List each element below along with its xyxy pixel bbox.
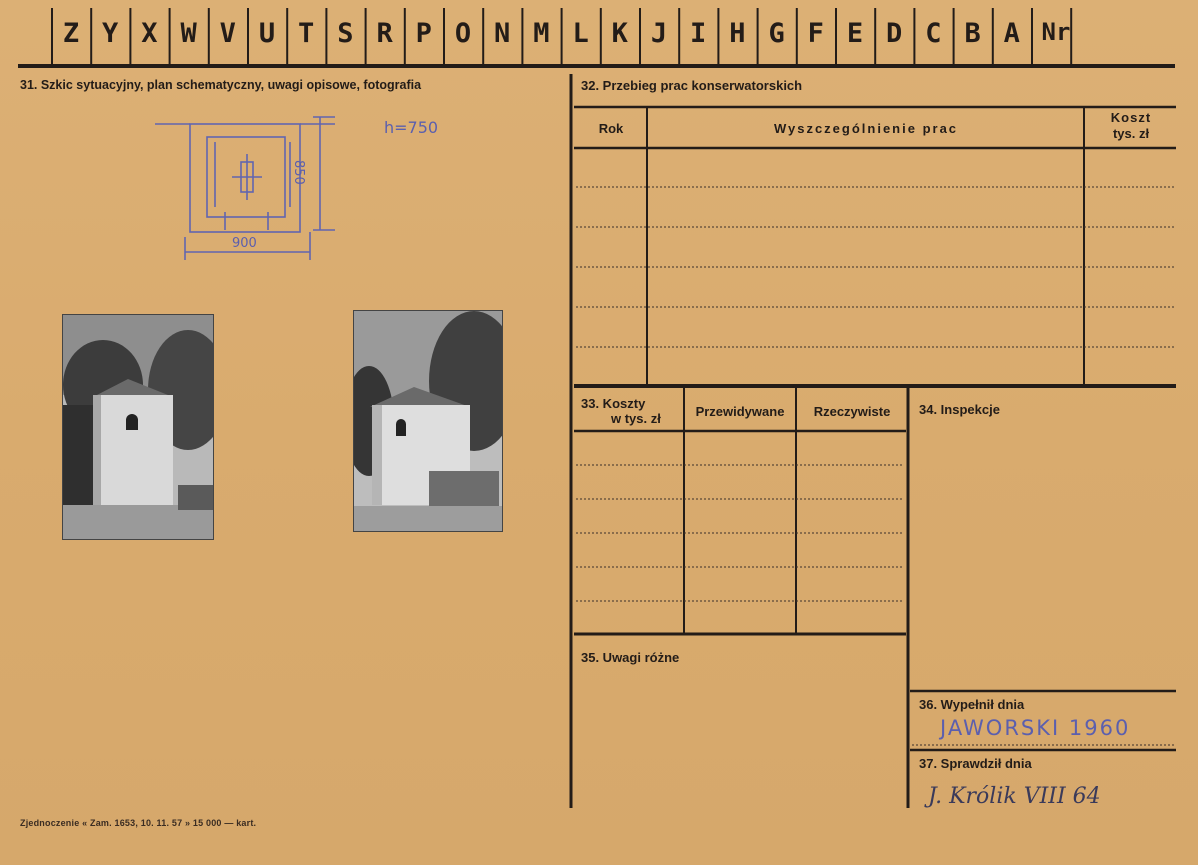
height-note: h=750	[384, 118, 439, 137]
section32-title: 32. Przebieg prac konserwatorskich	[581, 78, 803, 93]
col-koszt-2: tys. zł	[1112, 126, 1150, 141]
header-letter: U	[258, 18, 276, 49]
header-letter: H	[729, 18, 746, 49]
section33-title-1: 33. Koszty	[581, 396, 646, 411]
section35-title: 35. Uwagi różne	[581, 650, 680, 665]
header-letter: Y	[102, 18, 119, 49]
header-letter: E	[846, 18, 864, 49]
section36-title: 36. Wypełnił dnia	[919, 697, 1025, 712]
section31-title: 31. Szkic sytuacyjny, plan schematyczny, uwagi opisowe, fotografia	[20, 78, 422, 92]
header-letter: B	[964, 18, 981, 49]
section33-title-2: w tys. zł	[611, 411, 661, 426]
filled-by-value: JAWORSKI 1960	[940, 716, 1131, 740]
photo-1	[62, 314, 214, 540]
checked-by-value: J. Królik VIII 64	[928, 784, 1101, 809]
header-letter: G	[768, 18, 785, 49]
header-nr: Nr	[1041, 18, 1071, 46]
section34-title: 34. Inspekcje	[919, 402, 1000, 417]
header-letter: O	[454, 18, 472, 49]
header-letter: C	[925, 18, 942, 49]
col-przewidywane: Przewidywane	[695, 404, 785, 419]
header-letter: K	[611, 18, 628, 49]
header-letter: Z	[62, 18, 80, 49]
col-rok: Rok	[598, 121, 624, 136]
header-letter: N	[494, 18, 511, 49]
section37-title: 37. Sprawdził dnia	[919, 756, 1032, 771]
header-letter: V	[219, 18, 236, 49]
header-letter: W	[180, 18, 197, 49]
header-letter: R	[376, 18, 393, 49]
header-letter: D	[886, 18, 903, 49]
print-footer: Zjednoczenie « Zam. 1653, 10. 11. 57 » 15 000 — kart.	[20, 818, 257, 828]
header-letter: S	[337, 18, 354, 49]
photo-2	[353, 310, 503, 532]
header-letter: X	[141, 18, 158, 49]
dim-right: 850	[291, 160, 306, 185]
header-letter: F	[807, 18, 824, 49]
header-letter: T	[298, 18, 315, 49]
dim-bottom: 900	[232, 236, 257, 251]
header-letter: M	[533, 18, 550, 49]
header-letter: L	[572, 18, 589, 49]
header-letter: I	[690, 18, 707, 49]
header-letter: J	[650, 18, 668, 49]
header-letter: A	[1003, 18, 1020, 49]
col-rzeczywiste: Rzeczywiste	[813, 404, 891, 419]
col-koszt-1: Koszt	[1110, 110, 1152, 125]
header-letter: P	[415, 18, 432, 49]
col-wyszczegolnienie: Wyszczególnienie prac	[773, 121, 959, 136]
